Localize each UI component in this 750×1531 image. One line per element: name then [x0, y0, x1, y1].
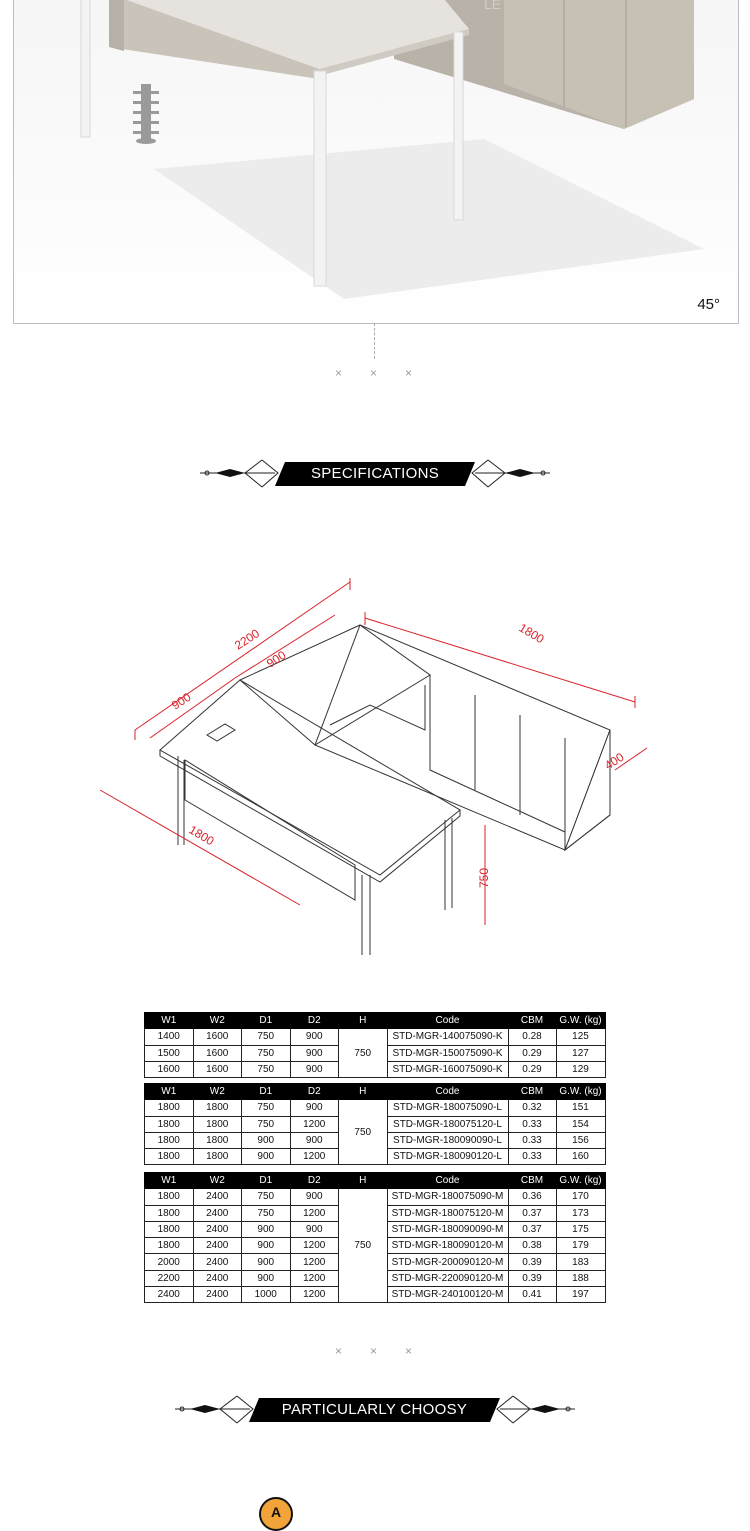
table-cell: 0.29 — [508, 1061, 556, 1077]
option-badge: A — [259, 1497, 293, 1531]
header-cell: W1 — [145, 1013, 194, 1029]
table-cell: D1 — [242, 1084, 291, 1100]
table-cell: 1800 — [145, 1205, 194, 1221]
table-cell: 0.33 — [508, 1132, 556, 1148]
table-cell: 1600 — [193, 1029, 242, 1045]
table-cell: 1200 — [290, 1116, 339, 1132]
table-cell: 0.39 — [508, 1254, 556, 1270]
table-cell: 0.39 — [508, 1270, 556, 1286]
dimension-diagram — [90, 570, 670, 965]
table-cell: STD-MGR-240100120-M — [387, 1287, 508, 1303]
table-cell: 750 — [242, 1100, 291, 1116]
dotted-connector — [374, 323, 375, 359]
table-cell: STD-MGR-180090120-L — [387, 1149, 508, 1165]
table-cell: 1200 — [290, 1149, 339, 1165]
height-cell: 750 — [339, 1100, 388, 1165]
table-cell: 1800 — [145, 1116, 194, 1132]
table-cell: 1200 — [290, 1205, 339, 1221]
table-cell: 0.38 — [508, 1238, 556, 1254]
table-cell: STD-MGR-180075090-L — [387, 1100, 508, 1116]
table-cell: 1200 — [290, 1270, 339, 1286]
table-cell: 1800 — [193, 1116, 242, 1132]
table-cell: 900 — [290, 1029, 339, 1045]
table-cell: 183 — [556, 1254, 605, 1270]
table-cell: 1200 — [290, 1238, 339, 1254]
header-cell: H — [339, 1013, 388, 1029]
table-cell: D2 — [290, 1173, 339, 1189]
dim-cabinet-length: 1800 — [516, 620, 547, 647]
table-cell: STD-MGR-220090120-M — [387, 1270, 508, 1286]
table-cell: 1400 — [145, 1029, 194, 1045]
table-cell: 900 — [290, 1045, 339, 1061]
table-cell: W1 — [145, 1173, 194, 1189]
table-cell: 1200 — [290, 1287, 339, 1303]
table-cell: 129 — [556, 1061, 605, 1077]
table-cell: 900 — [290, 1100, 339, 1116]
table-cell: 0.29 — [508, 1045, 556, 1061]
table-cell: 750 — [242, 1029, 291, 1045]
table-row — [145, 1029, 606, 1045]
table-cell: 1000 — [242, 1287, 291, 1303]
table-cell: G.W. (kg) — [556, 1084, 605, 1100]
table-cell: 179 — [556, 1238, 605, 1254]
table-cell: 0.28 — [508, 1029, 556, 1045]
dim-top-width: 900 — [264, 647, 289, 671]
table-cell: W1 — [145, 1084, 194, 1100]
table-cell: 900 — [290, 1221, 339, 1237]
table-cell: 900 — [242, 1270, 291, 1286]
table-cell: 170 — [556, 1189, 605, 1205]
table-cell: Code — [387, 1084, 508, 1100]
table-cell: 1500 — [145, 1045, 194, 1061]
table-cell: 127 — [556, 1045, 605, 1061]
table-cell: 197 — [556, 1287, 605, 1303]
specifications-banner — [0, 456, 750, 496]
table-cell: 750 — [242, 1189, 291, 1205]
table-cell: 2400 — [193, 1221, 242, 1237]
table-cell: STD-MGR-180075120-M — [387, 1205, 508, 1221]
table-cell: STD-MGR-160075090-K — [387, 1061, 508, 1077]
dim-height: 750 — [477, 867, 491, 888]
table-cell: 2200 — [145, 1270, 194, 1286]
table-cell: 160 — [556, 1149, 605, 1165]
table-cell: 2400 — [193, 1238, 242, 1254]
spec-table-k — [144, 1012, 606, 1078]
table-header-row — [145, 1013, 606, 1029]
table-cell: 0.41 — [508, 1287, 556, 1303]
table-cell: 1800 — [193, 1100, 242, 1116]
table-cell: 151 — [556, 1100, 605, 1116]
table-cell: 900 — [242, 1254, 291, 1270]
table-cell: 1800 — [145, 1149, 194, 1165]
dim-desk-length: 1800 — [186, 822, 217, 849]
table-cell: 0.36 — [508, 1189, 556, 1205]
table-cell: D1 — [242, 1173, 291, 1189]
cross-icon: × — [370, 1344, 378, 1358]
svg-text:LE: LE — [484, 0, 502, 12]
table-cell: 0.37 — [508, 1221, 556, 1237]
table-cell: 1800 — [145, 1100, 194, 1116]
product-photo — [13, 0, 739, 324]
spec-table-m — [144, 1172, 606, 1303]
table-cell: 1800 — [145, 1132, 194, 1148]
table-cell: 1600 — [193, 1045, 242, 1061]
table-cell: 900 — [290, 1189, 339, 1205]
table-cell: 173 — [556, 1205, 605, 1221]
table-cell: 188 — [556, 1270, 605, 1286]
section-title: SPECIFICATIONS — [310, 465, 440, 482]
table-cell: 1600 — [193, 1061, 242, 1077]
table-cell: 125 — [556, 1029, 605, 1045]
table-cell: 0.33 — [508, 1149, 556, 1165]
cross-icon: × — [405, 1344, 413, 1358]
table-cell: STD-MGR-180090120-M — [387, 1238, 508, 1254]
table-cell: 0.33 — [508, 1116, 556, 1132]
spec-table-l — [144, 1083, 606, 1165]
table-cell: 0.32 — [508, 1100, 556, 1116]
table-cell: H — [339, 1173, 388, 1189]
table-cell: 2400 — [193, 1270, 242, 1286]
header-cell: W2 — [193, 1013, 242, 1029]
table-cell: D2 — [290, 1084, 339, 1100]
table-cell: 175 — [556, 1221, 605, 1237]
table-cell: 900 — [290, 1061, 339, 1077]
height-cell: 750 — [339, 1029, 388, 1078]
table-cell: 900 — [242, 1132, 291, 1148]
cross-icon: × — [370, 366, 378, 380]
table-header-row — [145, 1173, 606, 1189]
cross-icon: × — [335, 366, 343, 380]
desk-photo-illustration — [14, 0, 738, 323]
dim-cabinet-depth: 400 — [602, 749, 627, 773]
table-cell: 900 — [242, 1238, 291, 1254]
table-cell: 1800 — [145, 1189, 194, 1205]
table-cell: CBM — [508, 1084, 556, 1100]
table-cell: 2400 — [193, 1254, 242, 1270]
table-cell: H — [339, 1084, 388, 1100]
table-cell: CBM — [508, 1173, 556, 1189]
dim-total-width: 2200 — [232, 626, 263, 653]
table-cell: 750 — [242, 1116, 291, 1132]
table-cell: 2400 — [145, 1287, 194, 1303]
table-header-row — [145, 1084, 606, 1100]
table-cell: 1600 — [145, 1061, 194, 1077]
header-cell: Code — [387, 1013, 508, 1029]
table-cell: STD-MGR-180090090-L — [387, 1132, 508, 1148]
table-row — [145, 1189, 606, 1205]
table-cell: 1200 — [290, 1254, 339, 1270]
table-cell: 2400 — [193, 1287, 242, 1303]
header-cell: G.W. (kg) — [556, 1013, 605, 1029]
table-cell: 156 — [556, 1132, 605, 1148]
table-cell: 1800 — [145, 1238, 194, 1254]
table-cell: STD-MGR-200090120-M — [387, 1254, 508, 1270]
table-cell: W2 — [193, 1173, 242, 1189]
table-cell: 1800 — [193, 1149, 242, 1165]
table-cell: STD-MGR-180075120-L — [387, 1116, 508, 1132]
table-cell: STD-MGR-180075090-M — [387, 1189, 508, 1205]
section-title: PARTICULARLY CHOOSY — [281, 1401, 468, 1418]
table-cell: G.W. (kg) — [556, 1173, 605, 1189]
view-angle-label: 45° — [697, 296, 720, 313]
table-cell: 154 — [556, 1116, 605, 1132]
table-cell: W2 — [193, 1084, 242, 1100]
particularly-choosy-banner — [0, 1391, 750, 1431]
table-cell: 0.37 — [508, 1205, 556, 1221]
table-cell: STD-MGR-180090090-M — [387, 1221, 508, 1237]
table-cell: 900 — [242, 1149, 291, 1165]
table-cell: 750 — [242, 1061, 291, 1077]
table-cell: 1800 — [193, 1132, 242, 1148]
table-cell: 900 — [242, 1221, 291, 1237]
dim-left-width: 900 — [169, 689, 194, 713]
table-cell: 750 — [242, 1045, 291, 1061]
table-cell: 1800 — [145, 1221, 194, 1237]
table-cell: 900 — [290, 1132, 339, 1148]
table-cell: 2000 — [145, 1254, 194, 1270]
cross-icon: × — [405, 366, 413, 380]
table-cell: Code — [387, 1173, 508, 1189]
height-cell: 750 — [339, 1189, 388, 1303]
table-cell: 2400 — [193, 1205, 242, 1221]
table-cell: STD-MGR-150075090-K — [387, 1045, 508, 1061]
cross-icon: × — [335, 1344, 343, 1358]
table-cell: STD-MGR-140075090-K — [387, 1029, 508, 1045]
header-cell: D2 — [290, 1013, 339, 1029]
header-cell: D1 — [242, 1013, 291, 1029]
table-cell: 2400 — [193, 1189, 242, 1205]
table-cell: 750 — [242, 1205, 291, 1221]
header-cell: CBM — [508, 1013, 556, 1029]
table-row — [145, 1100, 606, 1116]
